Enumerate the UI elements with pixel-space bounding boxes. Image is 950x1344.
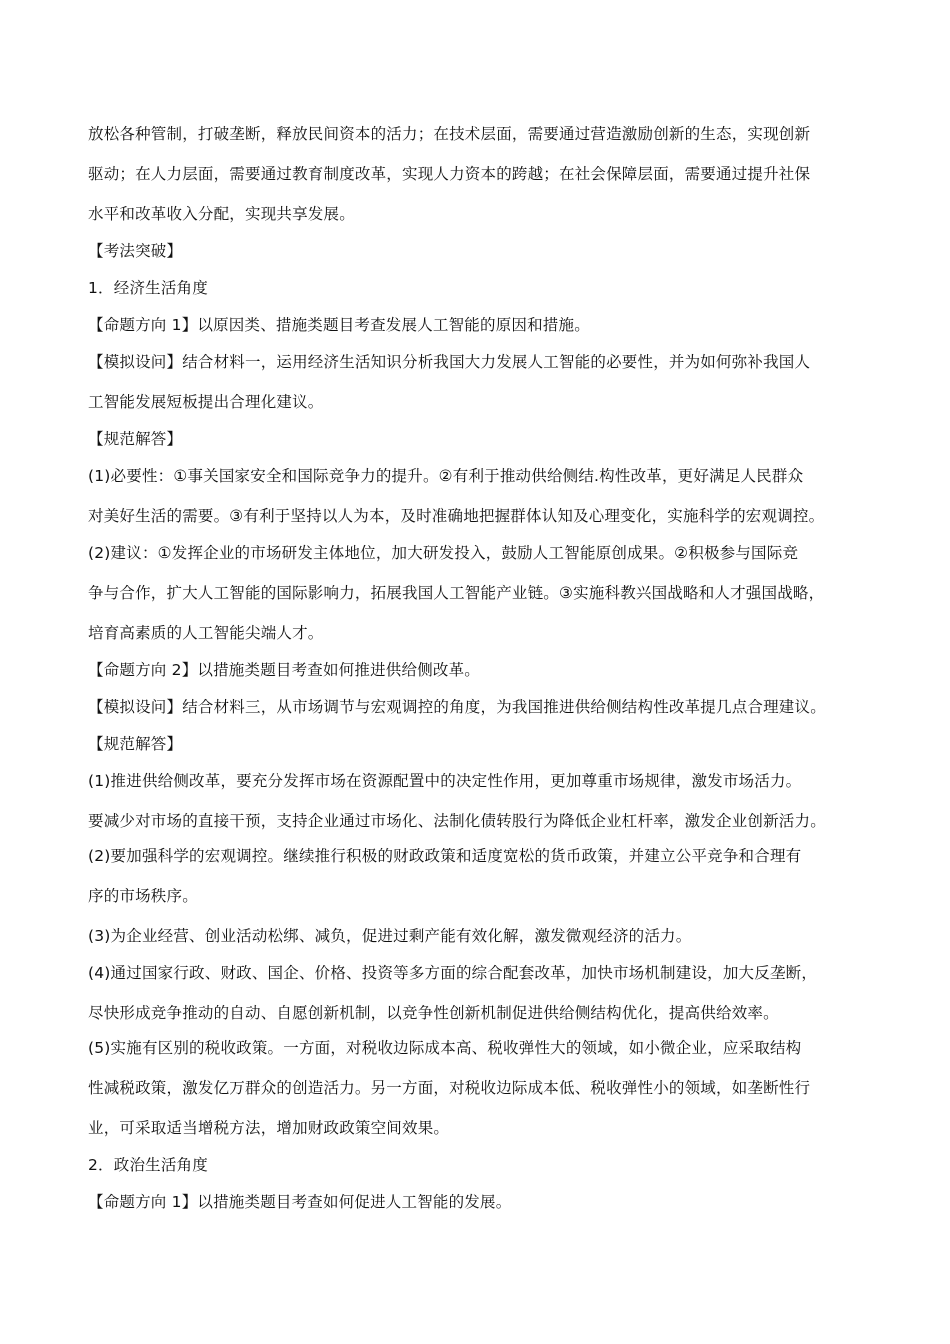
econ-answer-1-heading: 【规范解答】 (88, 430, 183, 448)
econ-answer-2-line: (4)通过国家行政、财政、国企、价格、投资等多方面的综合配套改革，加快市场机制建设，加大反垄断， (88, 964, 818, 982)
econ-question-1-line: 工智能发展短板提出合理化建议。 (88, 393, 324, 411)
econ-answer-1-line: 对美好生活的需要。③有利于坚持以人为本，及时准确地把握群体认知及心理变化，实施科学的宏观调控。 (88, 507, 825, 525)
intro-line: 驱动；在人力层面，需要通过教育制度改革，实现人力资本的跨越；在社会保障层面，需要通过提升社保 (88, 165, 811, 183)
politics-section-title: 2．政治生活角度 (88, 1156, 208, 1174)
intro-line: 水平和改革收入分配，实现共享发展。 (88, 205, 355, 223)
econ-answer-2-heading: 【规范解答】 (88, 735, 183, 753)
section-heading: 【考法突破】 (88, 242, 183, 260)
econ-answer-2-line: (1)推进供给侧改革，要充分发挥市场在资源配置中的决定性作用，更加尊重市场规律，激发市场活力。 (88, 772, 802, 790)
econ-section-title: 1．经济生活角度 (88, 279, 208, 297)
econ-answer-2-line: 序的市场秩序。 (88, 887, 198, 905)
econ-direction-2: 【命题方向 2】以措施类题目考查如何推进供给侧改革。 (88, 661, 480, 679)
econ-answer-2-line: 尽快形成竞争推动的自动、自愿创新机制，以竞争性创新机制促进供给侧结构优化，提高供给效率。 (88, 1004, 779, 1022)
intro-line: 放松各种管制，打破垄断，释放民间资本的活力；在技术层面，需要通过营造激励创新的生态，实现创新 (88, 125, 811, 143)
econ-answer-2-line: (5)实施有区别的税收政策。一方面，对税收边际成本高、税收弹性大的领域，如小微企业，应采取结构 (88, 1039, 802, 1057)
politics-direction-1: 【命题方向 1】以措施类题目考查如何促进人工智能的发展。 (88, 1193, 512, 1211)
econ-answer-1-line: (2)建议：①发挥企业的市场研发主体地位，加大研发投入，鼓励人工智能原创成果。②积极参与国际竞 (88, 544, 799, 562)
econ-question-2: 【模拟设问】结合材料三，从市场调节与宏观调控的角度，为我国推进供给侧结构性改革提几点合理建议。 (88, 698, 826, 716)
econ-answer-2-line: 要减少对市场的直接干预，支持企业通过市场化、法制化债转股行为降低企业杠杆率，激发企业创新活力。 (88, 812, 826, 830)
econ-answer-1-line: (1)必要性：①事关国家安全和国际竞争力的提升。②有利于推动供给侧结.构性改革，更好满足人民群众 (88, 467, 804, 485)
econ-answer-1-line: 争与合作，扩大人工智能的国际影响力，拓展我国人工智能产业链。③实施科教兴国战略和人才强国战略， (88, 584, 825, 602)
econ-answer-1-line: 培育高素质的人工智能尖端人才。 (88, 624, 324, 642)
econ-question-1-line: 【模拟设问】结合材料一，运用经济生活知识分析我国大力发展人工智能的必要性，并为如何弥补我国人 (88, 353, 811, 371)
econ-answer-2-line: (3)为企业经营、创业活动松绑、减负，促进过剩产能有效化解，激发微观经济的活力。 (88, 927, 692, 945)
econ-answer-2-line: 业，可采取适当增税方法，增加财政政策空间效果。 (88, 1119, 450, 1137)
econ-answer-2-line: 性减税政策，激发亿万群众的创造活力。另一方面，对税收边际成本低、税收弹性小的领域，如垄断性行 (88, 1079, 811, 1097)
document-page (88, 124, 880, 1212)
econ-direction-1: 【命题方向 1】以原因类、措施类题目考查发展人工智能的原因和措施。 (88, 316, 590, 334)
econ-answer-2-line: (2)要加强科学的宏观调控。继续推行积极的财政政策和适度宽松的货币政策，并建立公平竞争和合理有 (88, 847, 802, 865)
